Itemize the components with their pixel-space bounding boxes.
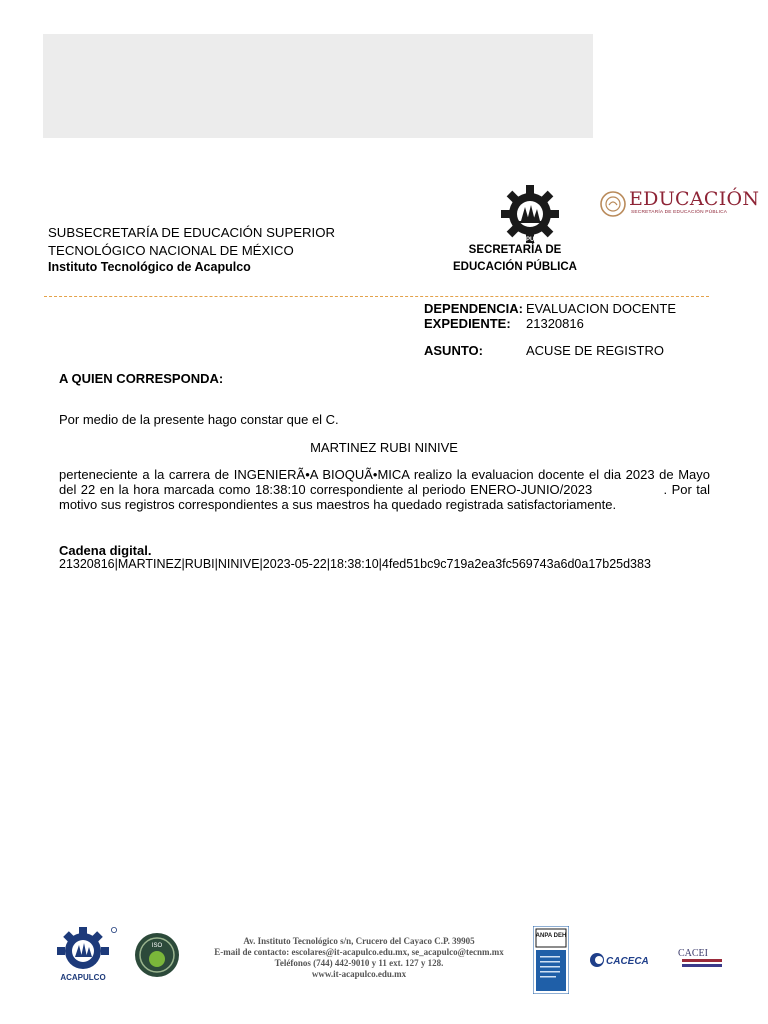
footer-phones: Teléfonos (744) 442-9010 y 11 ext. 127 y 128. (274, 958, 444, 968)
student-name: MARTINEZ RUBI NINIVE (310, 440, 458, 455)
anpadeh-logo (533, 926, 569, 994)
anpadeh-text: ANPA DEH (535, 933, 567, 939)
institute-name: Instituto Tecnológico de Acapulco (48, 260, 251, 274)
footer-address: Av. Instituto Tecnológico s/n, Crucero del Cayaco C.P. 39905 (243, 936, 475, 946)
footer-email: E-mail de contacto: escolares@it-acapulco.edu.mx, se_acapulco@tecnm.mx (214, 947, 504, 957)
acapulco-gear-logo (499, 183, 561, 245)
header-banner-placeholder (43, 34, 593, 138)
footer-website: www.it-acapulco.edu.mx (311, 969, 407, 979)
tecnm-line: TECNOLÓGICO NACIONAL DE MÉXICO (48, 242, 294, 258)
asunto-label: ASUNTO: (424, 343, 483, 358)
educacion-word: EDUCACIÓN (629, 188, 760, 210)
cadena-label: Cadena digital. (59, 543, 152, 558)
dependencia-value: EVALUACION DOCENTE (526, 301, 677, 316)
svg-text:ISO: ISO (151, 943, 163, 949)
body-paragraph: perteneciente a la carrera de INGENIERÃ•A BIOQUÃ•MICA realizo la evaluacion docente el dia 2023 de Mayo del 22 en la hora marcada como 18:38:10 correspondiente al periodo ENERO-JUNIO/2023 . Por tal motivo sus registros correspondientes a sus maestros ha quedado registrada satisfactoriamente. (59, 467, 714, 512)
cacei-logo (676, 944, 726, 974)
educacion-seal-logo (599, 189, 627, 219)
sep-title (440, 242, 590, 276)
separator-dashed-line (44, 296, 709, 297)
footer-contact (186, 936, 532, 980)
footer-acapulco-logo (53, 925, 119, 985)
asunto-value: ACUSE DE REGISTRO (526, 343, 664, 358)
educacion-logo (597, 186, 760, 226)
certification-badge-icon (134, 932, 180, 978)
greeting: A QUIEN CORRESPONDA: (59, 371, 224, 386)
cadena-value: 21320816|MARTINEZ|RUBI|NINIVE|2023-05-22|18:38:10|4fed51bc9c719a2ea3fc569743a6d0a17b25d383 (59, 557, 651, 571)
educacion-subtitle: SECRETARÍA DE EDUCACIÓN PÚBLICA (631, 210, 728, 215)
caceca-text: CACECA (606, 956, 649, 967)
logo-text: ACAPULCO (513, 237, 547, 243)
institution-header (48, 224, 335, 277)
expediente-value: 21320816 (526, 316, 584, 331)
cacei-text: CACEI (678, 948, 708, 959)
sep-title-line1: SECRETARÍA DE (468, 244, 562, 256)
caceca-logo (589, 950, 655, 970)
footer-logo-text: ACAPULCO (60, 973, 106, 982)
intro-line: Por medio de la presente hago constar que el C. (59, 412, 339, 427)
expediente-label: EXPEDIENTE: (424, 316, 511, 331)
dependencia-label: DEPENDENCIA: (424, 301, 523, 316)
sep-title-line2: EDUCACIÓN PÚBLICA (453, 261, 577, 273)
subsecretaria-line: SUBSECRETARÍA DE EDUCACIÓN SUPERIOR (48, 225, 336, 240)
